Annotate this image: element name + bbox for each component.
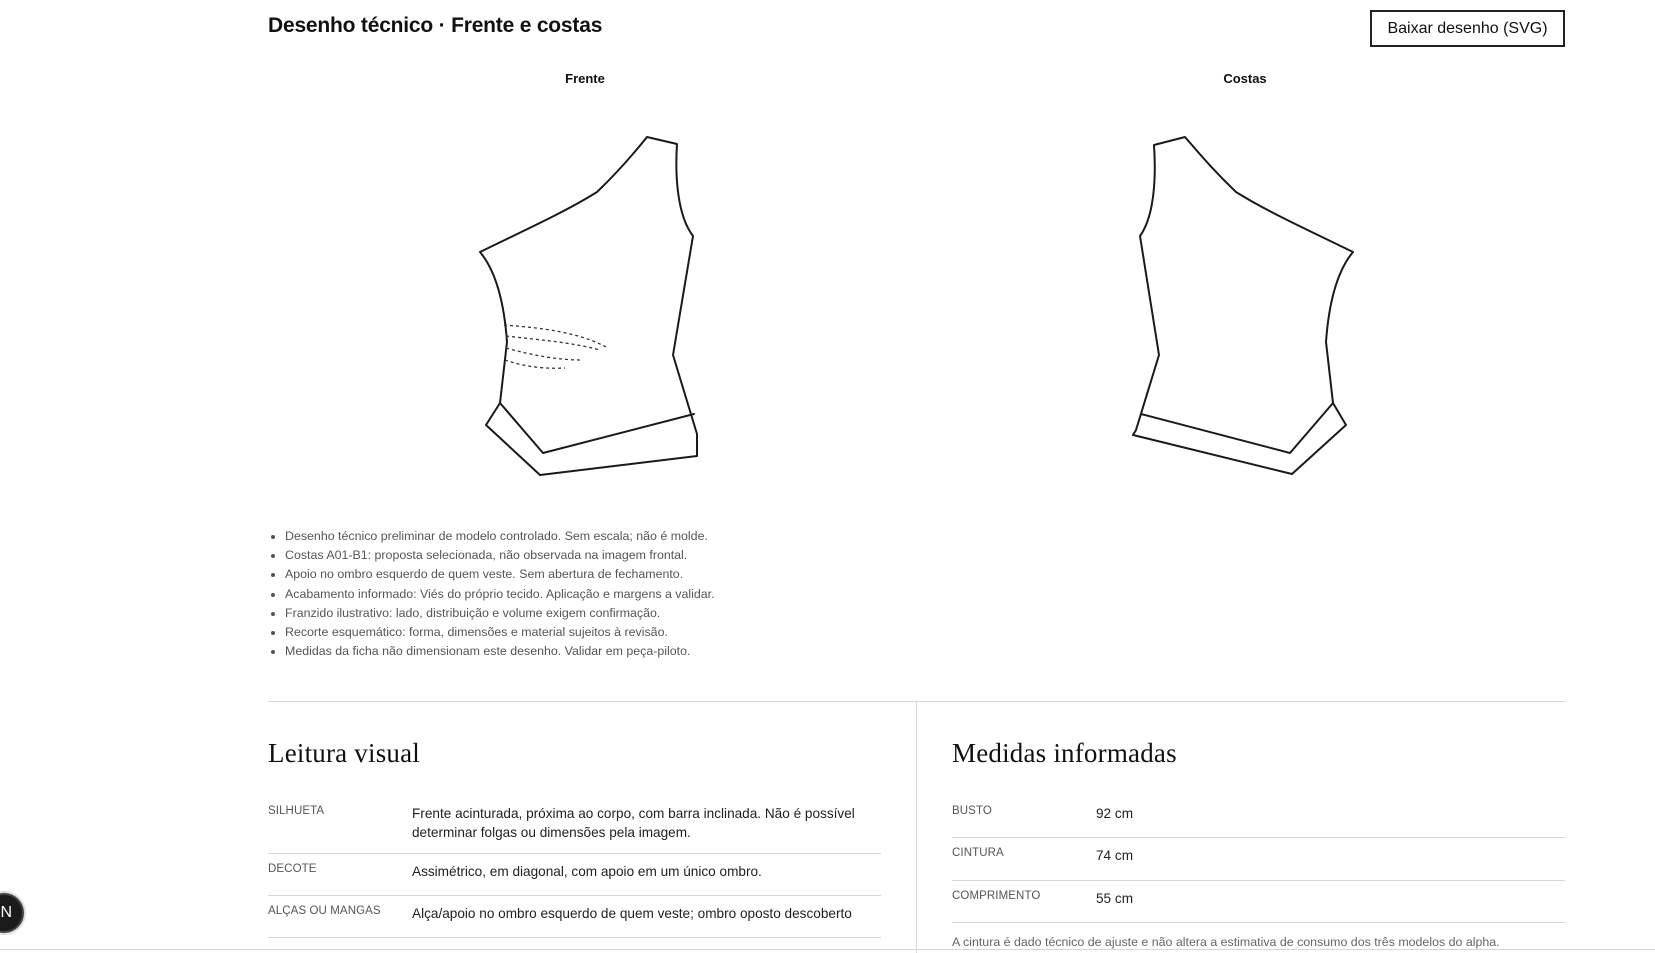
spec-key: DECOTE [268, 863, 317, 875]
table-row [952, 838, 1565, 881]
spec-value: 55 cm [1096, 891, 1134, 906]
front-garment-outline [480, 137, 697, 475]
badge-letter: N [0, 904, 12, 921]
floating-app-badge[interactable] [0, 893, 24, 933]
spec-key: ALÇAS OU MANGAS [268, 905, 381, 917]
download-svg-button[interactable]: Baixar desenho (SVG) [1370, 10, 1565, 47]
table-row [268, 796, 881, 854]
note-item: Recorte esquemático: forma, dimensões e material sujeitos à revisão. [268, 623, 715, 642]
note-item: Acabamento informado: Viés do próprio tecido. Aplicação e margens a validar. [268, 585, 715, 604]
spec-value: 74 cm [1096, 848, 1134, 863]
back-view-label: Costas [1223, 71, 1267, 86]
viewport-bottom-border [0, 949, 1655, 950]
note-item: Costas A01-B1: proposta selecionada, não observada na imagem frontal. [268, 546, 715, 565]
visual-reading-title: Leitura visual [268, 738, 420, 768]
page-title: Desenho técnico · Frente e costas [268, 14, 603, 37]
front-gather-line-1 [504, 325, 606, 347]
note-item: Desenho técnico preliminar de modelo controlado. Sem escala; não é molde. [268, 527, 715, 546]
front-gather-line-4 [505, 360, 565, 368]
spec-key: COMPRIMENTO [952, 890, 1041, 902]
measurements-table [952, 796, 1565, 923]
visual-reading-table [268, 796, 881, 938]
front-view-label: Frente [565, 71, 605, 86]
measurements-title: Medidas informadas [952, 738, 1177, 768]
table-row [952, 881, 1565, 923]
spec-key: BUSTO [952, 805, 992, 817]
back-garment-drawing [1133, 137, 1353, 474]
drawing-header [268, 10, 1565, 48]
spec-key: SILHUETA [268, 805, 325, 817]
column-divider [916, 701, 917, 953]
table-row [268, 854, 881, 896]
spec-value: Frente acinturada, próxima ao corpo, com barra inclinada. Não é possível determinar folgas ou dimensões pela imagem. [412, 806, 855, 840]
spec-value: Assimétrico, em diagonal, com apoio em um único ombro. [412, 864, 762, 879]
note-item: Apoio no ombro esquerdo de quem veste. Sem abertura de fechamento. [268, 565, 715, 584]
spec-key: CINTURA [952, 847, 1004, 859]
front-gather-line-3 [506, 348, 581, 360]
table-row [268, 896, 881, 938]
back-hem-band [1141, 403, 1333, 453]
table-row [952, 796, 1565, 838]
spec-value: Alça/apoio no ombro esquerdo de quem veste; ombro oposto descoberto [412, 906, 852, 921]
front-hem-band [500, 403, 694, 453]
drawing-notes-list [268, 527, 715, 661]
front-garment-drawing [480, 137, 697, 475]
front-gather-line-2 [506, 336, 600, 350]
back-garment-outline [1133, 137, 1353, 474]
note-item: Medidas da ficha não dimensionam este desenho. Validar em peça-piloto. [268, 642, 715, 661]
note-item: Franzido ilustrativo: lado, distribuição e volume exigem confirmação. [268, 604, 715, 623]
measurements-footnote: A cintura é dado técnico de ajuste e não altera a estimativa de consumo dos três modelos do alpha. [952, 935, 1500, 949]
spec-value: 92 cm [1096, 806, 1134, 821]
